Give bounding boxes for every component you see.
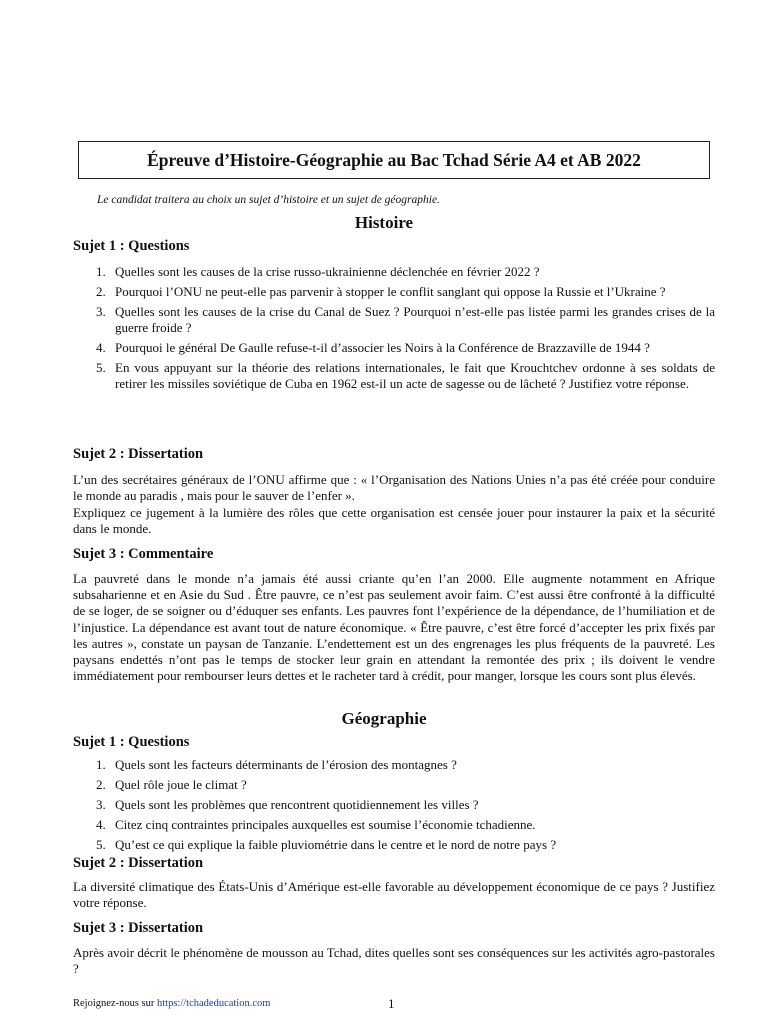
question-item: 4. Pourquoi le général De Gaulle refuse-t-il d’associer les Noirs à la Conférence de Brazzaville de 1944 ? xyxy=(96,340,650,355)
question-item: 5. Qu’est ce qui explique la faible pluviométrie dans le centre et le nord de notre pays ? xyxy=(96,837,557,852)
histoire-sujet2-consigne: Expliquez ce jugement à la lumière des rôles que cette organisation est censée jouer pour instaurer la paix et la sécurité dans le monde. xyxy=(73,505,715,537)
question-item: 2. Quel rôle joue le climat ? xyxy=(96,777,247,792)
geographie-sujet1-questions xyxy=(73,757,715,853)
histoire-sujet3-heading: Sujet 3 : Commentaire xyxy=(73,546,214,562)
question-item: 2. Pourquoi l’ONU ne peut-elle pas parvenir à stopper le conflit sanglant qui oppose la Russie et l’Ukraine ? xyxy=(96,284,666,299)
histoire-sujet2-citation: L’un des secrétaires généraux de l’ONU affirme que : « l’Organisation des Nations Unies n’a pas été créée pour conduire le monde au paradis , mais pour le sauver de l’enfer ». xyxy=(73,472,715,504)
geographie-sujet3-text: Après avoir décrit le phénomène de mousson au Tchad, dites quelles sont ses conséquences sur les activités agro-pastorales ? xyxy=(73,945,715,977)
footer-link[interactable]: https://tchadeducation.com xyxy=(157,998,271,1009)
geographie-sujet1-heading: Sujet 1 : Questions xyxy=(73,734,190,750)
footer-prefix: Rejoignez-nous sur xyxy=(73,998,155,1009)
geographie-sujet2-heading: Sujet 2 : Dissertation xyxy=(73,855,204,871)
question-item: 3. Quelles sont les causes de la crise du Canal de Suez ? Pourquoi n’est-elle pas listée parmi les grandes crises de la guerre froide ? xyxy=(96,304,715,335)
question-item: 3. Quels sont les problèmes que rencontrent quotidiennement les villes ? xyxy=(96,797,479,812)
exam-instructions: Le candidat traitera au choix un sujet d’histoire et un sujet de géographie. xyxy=(97,194,440,206)
question-item: 1. Quelles sont les causes de la crise russo-ukrainienne déclenchée en février 2022 ? xyxy=(96,264,540,279)
geographie-sujet2-text: La diversité climatique des États-Unis d’Amérique est-elle favorable au développement économique de ce pays ? Justifiez votre réponse. xyxy=(73,879,715,911)
section-heading-geographie: Géographie xyxy=(341,709,427,728)
question-item: 5. En vous appuyant sur la théorie des relations internationales, le fait que Krouchtchev ordonne à ses soldats de retirer les missiles soviétique de Cuba en 1962 est-il un acte de sagesse ou de lâcheté ? Justifiez votre réponse. xyxy=(96,360,715,391)
histoire-sujet1-heading: Sujet 1 : Questions xyxy=(73,238,190,254)
histoire-sujet1-questions xyxy=(73,264,715,392)
question-item: 4. Citez cinq contraintes principales auxquelles est soumise l’économie tchadienne. xyxy=(96,817,536,832)
exam-title: Épreuve d’Histoire-Géographie au Bac Tchad Série A4 et AB 2022 xyxy=(78,141,710,179)
footer-join xyxy=(73,998,270,1009)
question-item: 1. Quels sont les facteurs déterminants de l’érosion des montagnes ? xyxy=(96,757,457,772)
section-heading-histoire: Histoire xyxy=(354,213,414,232)
page-number: 1 xyxy=(388,996,395,1011)
histoire-sujet3-text: La pauvreté dans le monde n’a jamais été aussi criante qu’en l’an 2000. Elle augmente notamment en Afrique subsaharienne et en Asie du Sud . Être pauvre, ce n’est pas seulement avoir faim. C’est aussi être confronté à la difficulté de se loger, de se soigner ou d’éduquer ses enfants. Les pauvres font l’expérience de la dépendance, de l’humiliation et de l’injustice. La dépendance est avant tout de nature économique. « Être pauvre, c’est être forcé d’accepter les prix fixés par les autres », constate un paysan de Tanzanie. L’endettement est un des engrenages les plus fréquents de la pauvreté. Les paysans endettés n’ont pas le temps de stocker leur grain en attendant la remontée des prix ; ils doivent le vendre immédiatement pour rembourser leurs dettes et le racheter tard à crédit, pour manger, lorsque les cours sont plus élevés. xyxy=(73,571,715,684)
histoire-sujet2-heading: Sujet 2 : Dissertation xyxy=(73,446,204,462)
geographie-sujet3-heading: Sujet 3 : Dissertation xyxy=(73,920,204,936)
